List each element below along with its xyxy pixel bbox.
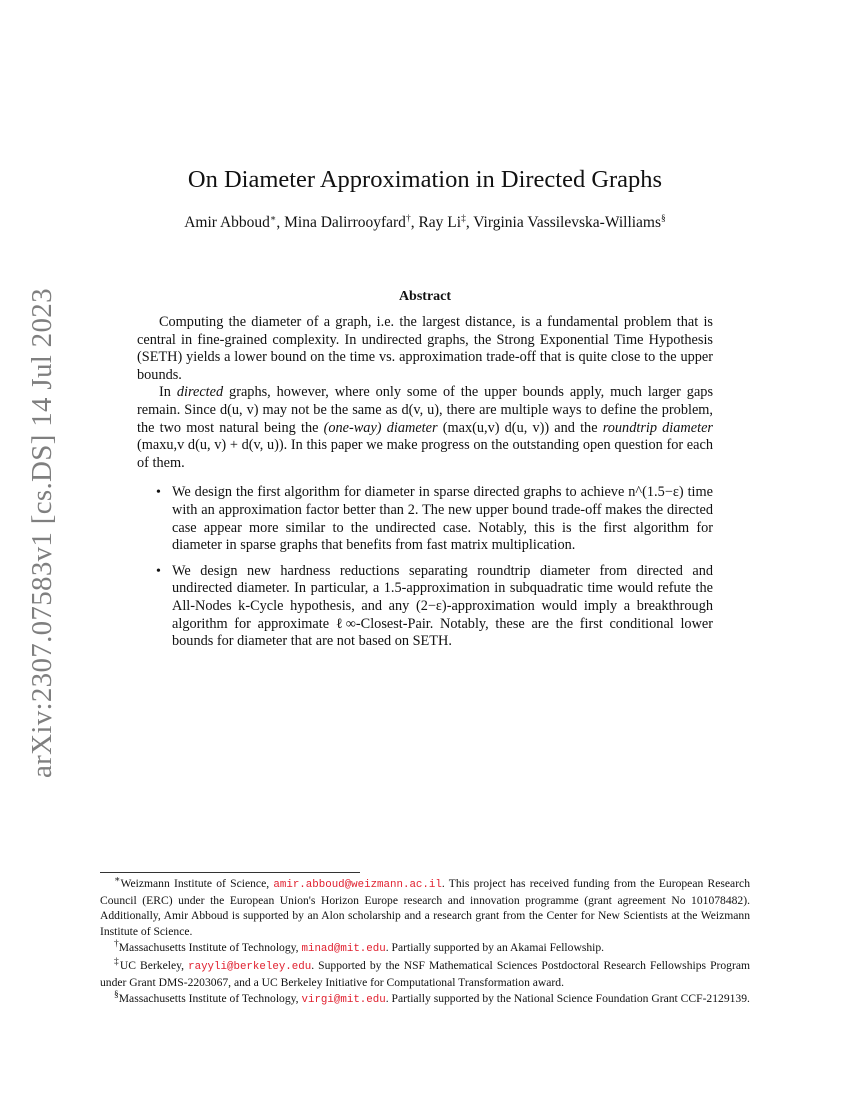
footnote-text: Massachusetts Institute of Technology, — [118, 940, 302, 954]
footnote-divider — [100, 872, 360, 873]
author-name: Virginia Vassilevska-Williams — [473, 214, 662, 231]
footnote-mark[interactable]: † — [405, 213, 411, 224]
arxiv-identifier-stamp: arXiv:2307.07583v1 [cs.DS] 14 Jul 2023 — [26, 288, 58, 778]
abstract-body — [137, 314, 713, 659]
footnote — [100, 958, 750, 990]
footnote-mark: † — [114, 938, 119, 949]
footnotes — [100, 876, 750, 1010]
bullet-icon: • — [156, 485, 161, 501]
author-name: Ray Li — [418, 214, 462, 231]
email-link[interactable]: minad@mit.edu — [301, 942, 386, 955]
footnote-mark[interactable]: ‡ — [461, 213, 466, 224]
emphasis: roundtrip diameter — [602, 419, 713, 436]
footnote-mark: ‡ — [114, 957, 120, 968]
author-list: Amir Abboud∗, Mina Dalirrooyfard†, Ray Li‡, Virginia Vassilevska-Williams§ — [184, 213, 666, 231]
email-link[interactable]: rayyli@berkeley.edu — [188, 961, 312, 974]
text-run: (max(u,v) d(u, v)) and the — [437, 419, 603, 436]
footnote — [100, 876, 750, 939]
list-item-text: We design new hardness reductions separating roundtrip diameter from directed and undirected diameter. In particular, a 1.5-approximation in subquadratic time would refute the All-Nodes k-Cycle hypothesis, and any (2−ε)-approximation would imply a breakthrough algorithm for approximate ℓ∞-Closest-Pair. Notably, these are the first conditional lower bounds for diameter that are not based on SETH. — [172, 562, 713, 650]
email-link[interactable]: virgi@mit.edu — [301, 994, 386, 1007]
abstract-paragraph: Computing the diameter of a graph, i.e. the largest distance, is a fundamental problem that is central in fine-grained complexity. In undirected graphs, the Strong Exponential Time Hypothesis (SETH) yields a lower bound on the time vs. approximation trade-off that is quite close to the upper bounds. — [137, 314, 713, 383]
abstract-heading: Abstract — [398, 289, 452, 304]
author-name: Mina Dalirrooyfard — [284, 214, 406, 231]
footnote-text: . Partially supported by the National Science Foundation Grant CCF-2129139. — [385, 992, 750, 1006]
footnote — [100, 940, 750, 957]
text-run: In — [159, 384, 177, 401]
list-item — [137, 563, 713, 651]
abstract-paragraph — [137, 384, 713, 472]
emphasis: (one-way) diameter — [323, 419, 438, 436]
author-name: Amir Abboud — [184, 214, 270, 231]
footnote-text: . Supported by the NSF Mathematical Sciences Postdoctoral Research Fellowships Program under Grant DMS-2203067, and a UC Berkeley Initiative for Computational Transformation award. — [100, 959, 750, 990]
footnote-mark: ∗ — [114, 875, 121, 886]
footnote-text: Massachusetts Institute of Technology, — [118, 992, 302, 1006]
text-run: graphs, however, where only some of the upper bounds apply, much larger gaps remain. Since d(u, v) may not be the same as d(v, u), there are multiple ways to define the problem, the two most natural being the — [137, 384, 714, 436]
email-link[interactable]: amir.abboud@weizmann.ac.il — [273, 879, 442, 891]
emphasis: directed — [176, 384, 224, 401]
footnote-text: . This project has received funding from the European Research Council (ERC) under the European Union's Horizon Europe research and innovation programme (grant agreement No 101078482). Additionally, Amir Abboud is supported by an Alon scholarship and a research grant from the Center for New Scientists at the Weizmann Institute of Science. — [100, 877, 750, 938]
footnote-text: Weizmann Institute of Science, — [120, 877, 274, 890]
paper-title: On Diameter Approximation in Directed Graphs — [187, 166, 663, 193]
footnote-mark[interactable]: ∗ — [269, 213, 277, 224]
footnote-text: . Partially supported by an Akamai Fellowship. — [385, 940, 605, 954]
footnote-mark[interactable]: § — [661, 213, 666, 224]
text-run: (maxu,v d(u, v) + d(v, u)). In this paper we make progress on the outstanding open question for each of them. — [137, 437, 713, 471]
bullet-icon: • — [156, 563, 161, 579]
footnote-mark: § — [114, 990, 119, 1001]
list-item — [137, 484, 713, 554]
footnote — [100, 991, 750, 1008]
footnote-text: UC Berkeley, — [119, 959, 189, 973]
list-item-text: We design the first algorithm for diameter in sparse directed graphs to achieve n^(1.5−ε) time with an approximation factor better than 2. The new upper bound trade-off makes the directed case appear more similar to the undirected case. Notably, this is the first algorithm for diameter in sparse graphs that benefits from fast matrix multiplication. — [172, 484, 713, 554]
contribution-list — [137, 484, 713, 650]
